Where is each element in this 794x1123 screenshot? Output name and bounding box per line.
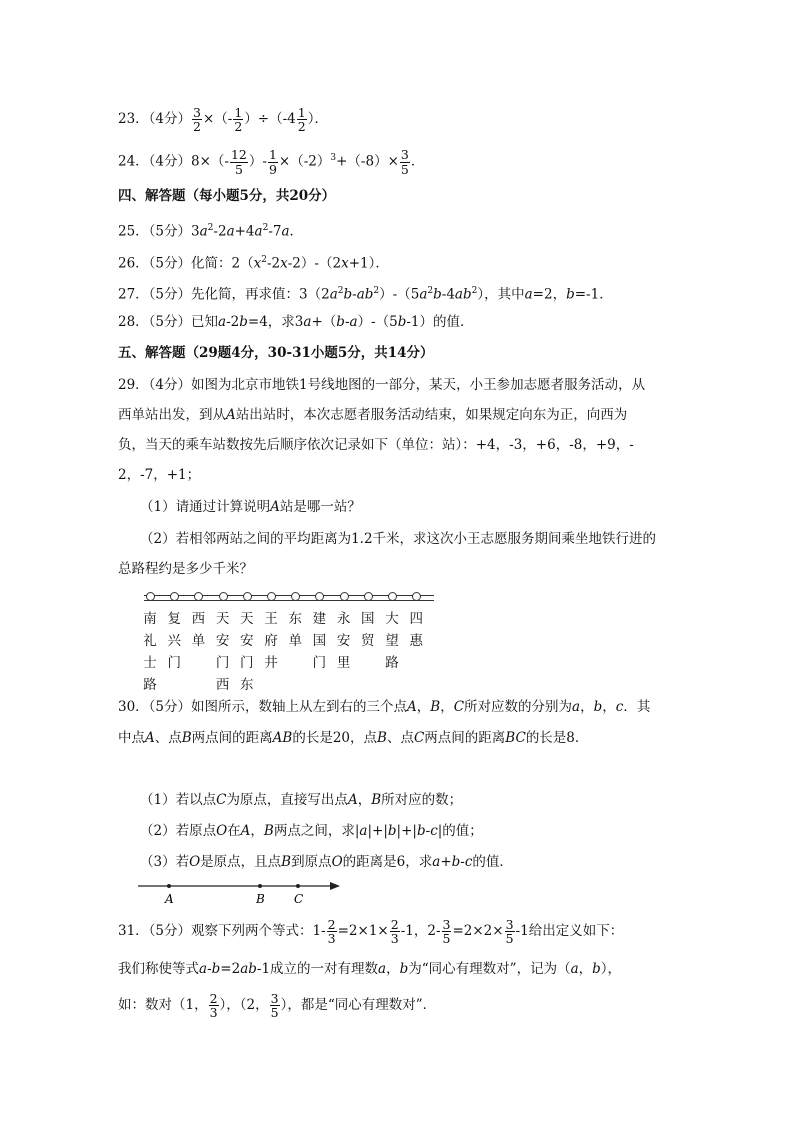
question-27: 27．（5分）先化简，再求值：$3(2a^2b-ab^2)-(5a^2b-4ab^2)$，其中a=2，b=-1．: [118, 286, 613, 303]
fraction: $\frac{1}{2}$: [234, 105, 243, 135]
fraction: $\frac{3}{5}$: [505, 917, 514, 947]
question-28: 28．（5分）已知a-2b=4，求3a+（b-a）-（5b-1）的值．: [118, 314, 474, 330]
question-23: 23．（4分） $\frac{3}{2}$ ×（- $\frac{1}{2}$ ）÷（-4 $\frac{1}{2}$ ）．: [118, 105, 328, 135]
point-a-label: A: [165, 892, 174, 905]
station-dot: [364, 592, 373, 601]
point-b-dot: [258, 884, 262, 888]
question-29-line-4: 2，-7，+1；: [118, 467, 201, 483]
question-29-sub-2: （2）若相邻两站之间的平均距离为1.2千米，求这次小王志愿服务期间乘坐地铁行进的: [140, 531, 657, 547]
station-name: 东 单: [288, 611, 302, 649]
question-25: 25．（5分）$3a^2-2a+4a^2-7a$．: [118, 223, 304, 240]
station-name: 建 国 门: [312, 611, 327, 671]
question-30-sub-3: （3）若O是原点，且点B到原点O的距离是6，求a+b-c的值．: [140, 854, 513, 870]
fraction: $\frac{3}{2}$: [193, 105, 201, 135]
point-c-dot: [296, 884, 300, 888]
station-name: 国 贸: [361, 611, 375, 649]
fraction: $\frac{1}{9}$: [268, 147, 277, 177]
fraction: $\frac{2}{3}$: [327, 917, 336, 947]
fraction: $\frac{12}{5}$: [230, 147, 247, 177]
fraction: $\frac{1}{2}$: [297, 105, 306, 135]
question-29-sub-1: （1）请通过计算说明A站是哪一站？: [140, 499, 361, 515]
question-29-line-3: 负，当天的乘车站数按先后顺序依次记录如下（单位：站）：+4，-3，+6，-8，+9，-: [118, 437, 634, 453]
station-name: 永 安 里: [336, 611, 351, 671]
station-dot: [219, 592, 228, 601]
station-name: 王 府 井: [264, 611, 278, 671]
section-4-heading: 四、解答题（每小题5分，共20分）: [118, 188, 336, 204]
number-line: [136, 875, 346, 905]
question-30-sub-2: （2）若原点O在A，B两点之间，求|a|+|b|+|b-c|的值；: [140, 823, 483, 839]
station-dot: [243, 592, 252, 601]
number-line-arrow: [330, 882, 340, 890]
question-31-line-3: 如：数对（1， $\frac{2}{3}$ ），（2， $\frac{3}{5}$ ），都是“同心有理数对”．: [118, 991, 437, 1021]
question-30-line-1: 30．（5分）如图所示，数轴上从左到右的三个点A，B，C所对应数的分别为a，b，c．其: [118, 699, 651, 715]
station-name: 南 礼 士 路: [143, 611, 157, 693]
station-name: 西 单: [191, 611, 206, 649]
question-30-sub-1: （1）若以点C为原点，直接写出点A，B所对应的数；: [140, 792, 463, 808]
fraction: $\frac{2}{3}$: [209, 991, 218, 1021]
station-dot: [267, 592, 276, 601]
station-name: 天 安 门 西: [215, 611, 230, 693]
question-31-line-2: 我们称使等式a-b=2ab-1成立的一对有理数a，b为“同心有理数对”，记为（a，b），: [118, 961, 622, 977]
station-dot: [146, 592, 155, 601]
question-24: 24．（4分）8×（- $\frac{12}{5}$ ）- $\frac{1}{9}$ $\times(-2)^3+(-8)\times$ $\frac{3}{5}$ ．: [118, 147, 425, 177]
fraction: $\frac{2}{3}$: [390, 917, 399, 947]
point-a-dot: [167, 884, 171, 888]
station-name: 大 望 路: [385, 611, 399, 671]
question-29-line-2: 西单站出发，到从A站出站时，本次志愿者服务活动结束，如果规定向东为正，向西为: [118, 407, 628, 423]
question-26: 26．（5分）化简：$2(x^2-2x-2)-(2x+1)$．: [118, 255, 389, 272]
fraction: $\frac{3}{5}$: [442, 917, 451, 947]
question-29-sub-2-cont: 总路程约是多少千米？: [118, 561, 253, 577]
station-dot: [388, 592, 397, 601]
fraction: $\frac{3}{5}$: [270, 991, 279, 1021]
station-name: 复 兴 门: [167, 611, 181, 671]
question-31-line-1: 31．（5分）观察下列两个等式：1- $\frac{2}{3}$ =2×1× $\frac{2}{3}$ -1，2- $\frac{3}{5}$ =2×2× $\frac{3}{5}$ -1给出定义如下：: [118, 917, 624, 947]
subway-map: [144, 592, 436, 692]
question-30-line-2: 中点A、点B两点间的距离AB的长是20，点B、点C两点间的距离BC的长是8．: [118, 730, 589, 746]
station-dot: [340, 592, 349, 601]
question-29-line-1: 29．（4分）如图为北京市地铁1号线地图的一部分，某天，小王参加志愿者服务活动，从: [118, 377, 646, 393]
station-name: 天 安 门 东: [240, 611, 254, 693]
point-b-label: B: [256, 892, 265, 905]
point-c-label: C: [294, 892, 304, 905]
fraction: $\frac{3}{5}$: [400, 147, 409, 177]
station-name: 四 惠: [409, 611, 423, 649]
section-5-heading: 五、解答题（29题4分，30-31小题5分，共14分）: [118, 345, 434, 361]
